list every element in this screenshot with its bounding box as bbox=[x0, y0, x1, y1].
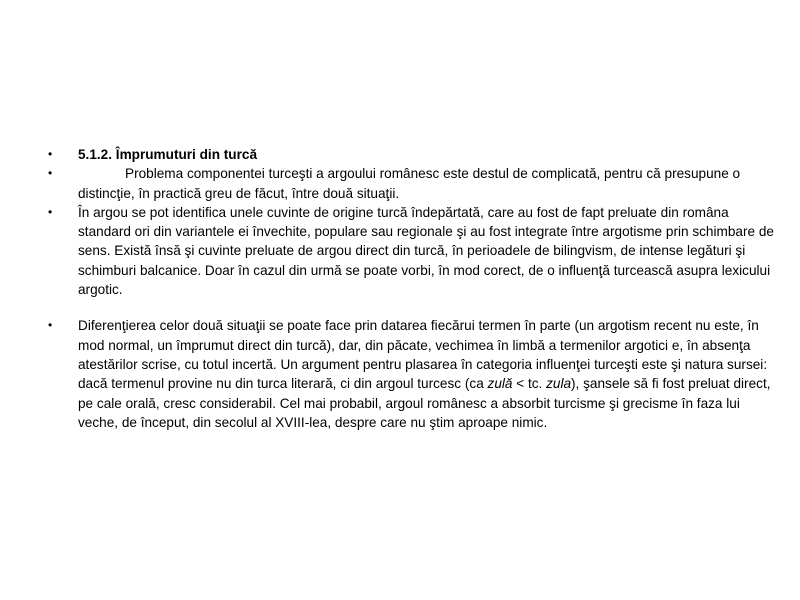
list-item-heading bbox=[38, 145, 783, 164]
list-item-paragraph-1 bbox=[38, 164, 783, 203]
bullet-icon: • bbox=[48, 318, 53, 333]
list-item-paragraph-2 bbox=[38, 203, 783, 299]
term-zula-tc: zula bbox=[546, 376, 572, 392]
bullet-list bbox=[38, 145, 783, 432]
bullet-icon: • bbox=[48, 204, 53, 219]
paragraph-2: În argou se pot identifica unele cuvinte de origine turcă îndepărtată, care au fost de fapt preluate din româna standard ori din variantele ei învechite, populare sau regionale şi au fost integrate între argotisme prin schimbare de sens. Există însă şi cuvinte preluate de argou direct din turcă, în perioadele de bilingvism, de intense legături şi schimburi balcanice. Doar în cazul din urmă se poate vorbi, în mod corect, de o influenţă turcească asupra lexicului argotic. bbox=[78, 204, 774, 298]
bullet-icon: • bbox=[48, 147, 53, 161]
term-zula-ro: zulă bbox=[487, 376, 513, 392]
paragraph-3-part-1: Diferenţierea celor două situaţii se poate face prin datarea fiecărui termen în parte (un argotism recent nu este, în mod normal, un împrumut direct din turcă), dar, din păcate, vechimea în limbă a termenilor argotici e, în absenţa atestărilor scrise, cu totul incertă. Un argument pentru plasarea în categoria influenţei turceşti este şi natura sursei: dacă termenul provine nu din turca literară, ci din argoul turcesc (ca bbox=[78, 318, 768, 392]
paragraph-3-part-2: < tc. bbox=[512, 376, 547, 392]
list-item-paragraph-3 bbox=[38, 316, 783, 432]
paragraph-1: Problema componentei turceşti a argoului românesc este destul de complicată, pentru că presupune o distincţie, în practică greu de făcut, între două situaţii. bbox=[78, 166, 741, 201]
paragraph-3-part-3: ), şansele să fi fost preluat direct, pe cale orală, cresc considerabil. Cel mai probabil, argoul românesc a absorbit turcisme şi grecisme în faza lui veche, de început, din secolul al XVIII-lea, despre care nu ştim aproape nimic. bbox=[78, 376, 771, 430]
section-heading: 5.1.2. Împrumuturi din turcă bbox=[78, 147, 258, 162]
bullet-icon: • bbox=[48, 166, 53, 181]
